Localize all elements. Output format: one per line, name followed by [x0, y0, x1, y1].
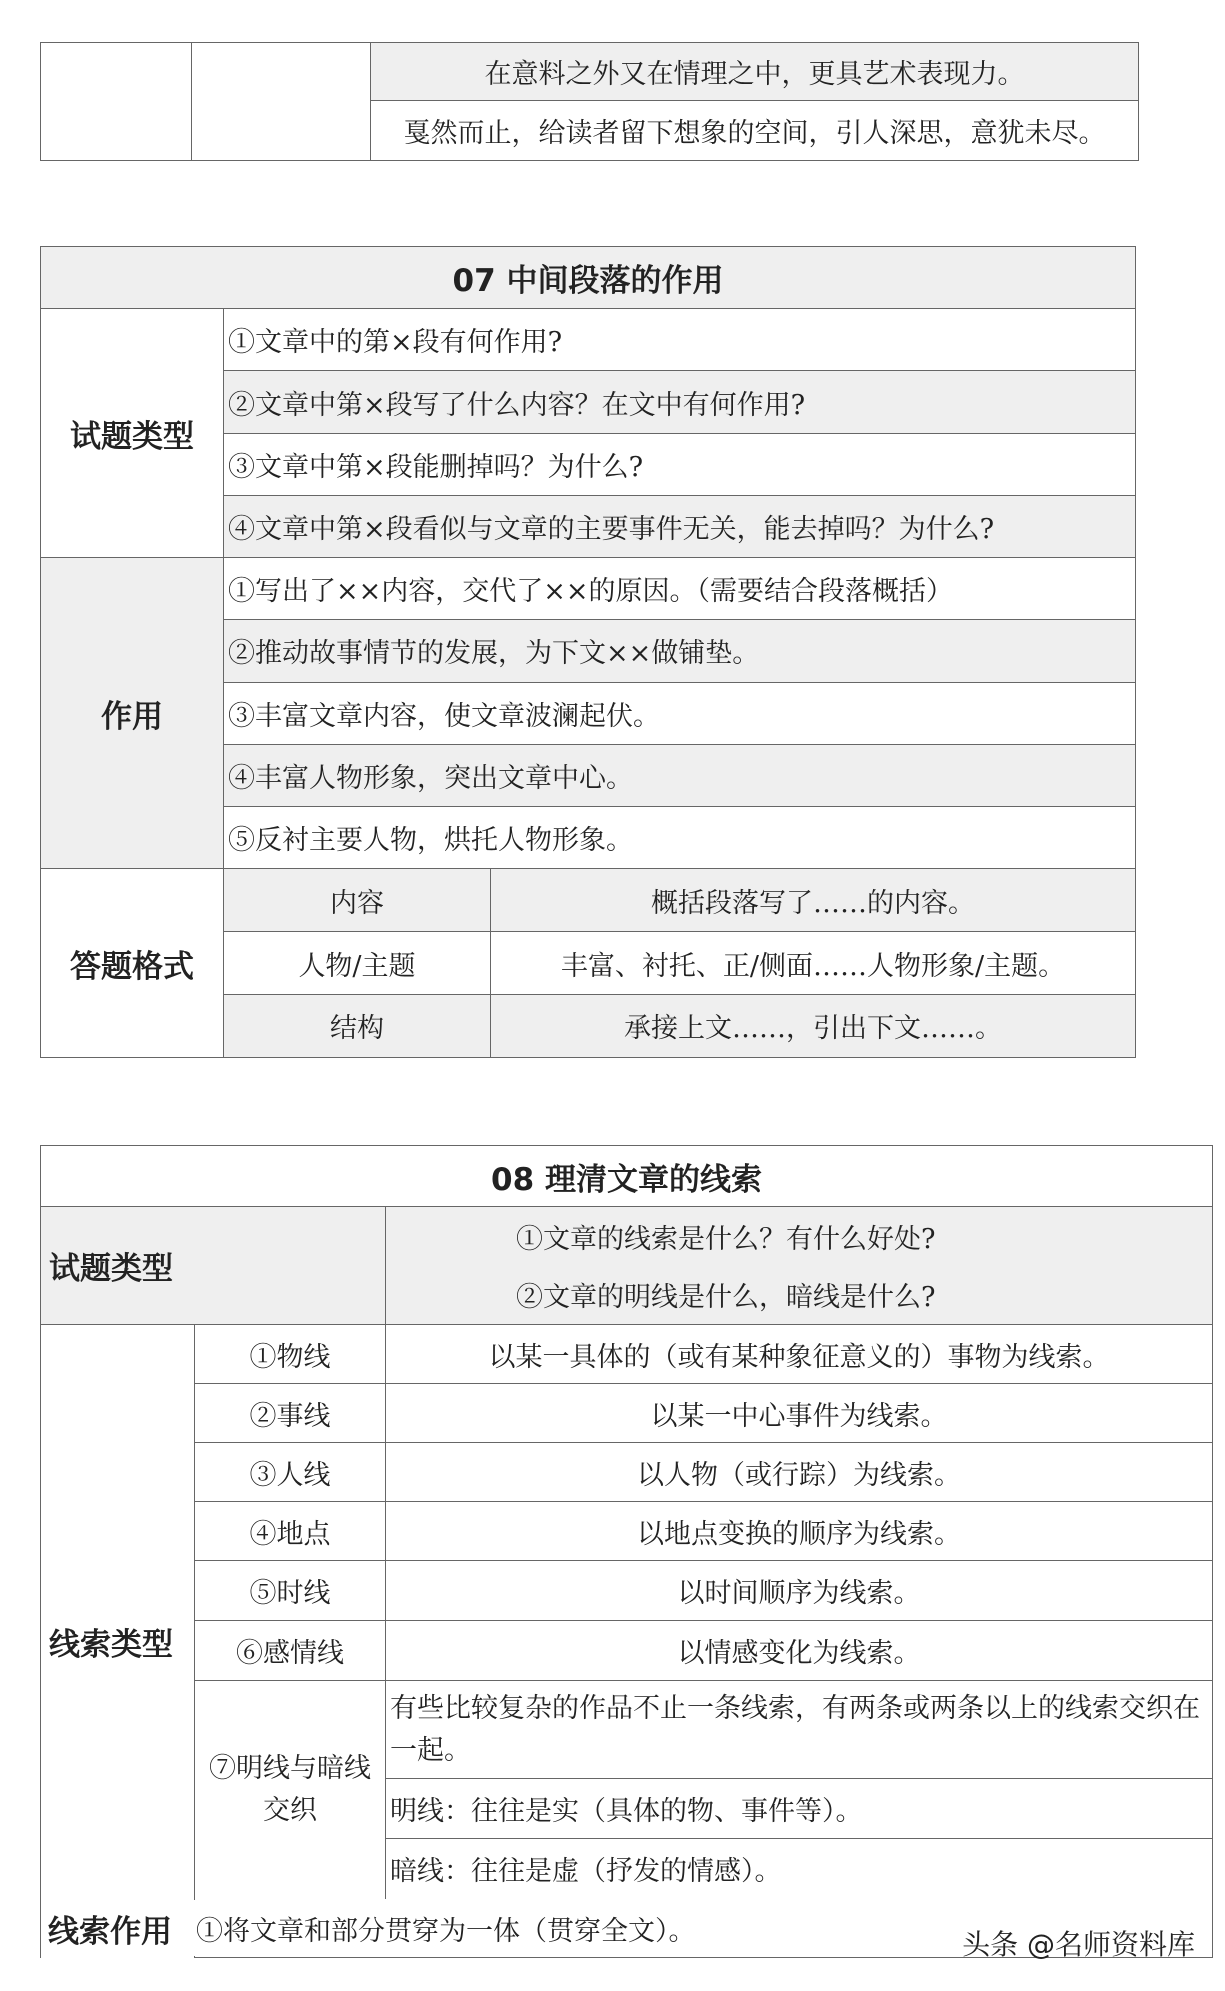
function-item: ②推动故事情节的发展，为下文××做铺垫。	[224, 620, 1136, 682]
mixed-clue-label	[195, 1681, 386, 1899]
answer-value: 丰富、衬托、正/侧面……人物形象/主题。	[491, 932, 1136, 994]
answer-key: 人物/主题	[224, 932, 491, 994]
function-item: ①写出了××内容，交代了××的原因。（需要结合段落概括）	[224, 558, 1136, 620]
clue-type-key: ⑥感情线	[195, 1621, 386, 1681]
mixed-clue-text: 有些比较复杂的作品不止一条线索，有两条或两条以上的线索交织在一起。	[386, 1681, 1213, 1779]
question-item: ②文章的明线是什么，暗线是什么?	[386, 1266, 1213, 1325]
clue-type-value: 以情感变化为线索。	[386, 1621, 1213, 1681]
clue-type-value: 以地点变换的顺序为线索。	[386, 1502, 1213, 1561]
mixed-clue-label-line: 交织	[263, 1794, 317, 1826]
clue-type-value: 以人物（或行踪）为线索。	[386, 1443, 1213, 1502]
clue-type-value: 以时间顺序为线索。	[386, 1561, 1213, 1621]
function-item: ③丰富文章内容，使文章波澜起伏。	[224, 682, 1136, 744]
question-item: ①文章的线索是什么？有什么好处?	[386, 1207, 1213, 1266]
answer-value: 承接上文……，引出下文……。	[491, 994, 1136, 1057]
answer-format-label: 答题格式	[41, 869, 224, 1058]
mixed-clue-text: 暗线：往往是虚（抒发的情感）。	[386, 1839, 1213, 1899]
clue-type-key: ③人线	[195, 1443, 386, 1502]
clue-type-value: 以某一具体的（或有某种象征意义的）事物为线索。	[386, 1325, 1213, 1384]
clue-type-value: 以某一中心事件为线索。	[386, 1384, 1213, 1443]
question-item: ②文章中第×段写了什么内容？在文中有何作用?	[224, 371, 1136, 433]
answer-key: 结构	[224, 994, 491, 1057]
answer-key: 内容	[224, 869, 491, 932]
clue-effect-item: ①将文章和部分贯穿为一体（贯穿全文）。	[196, 1915, 696, 1947]
table-row: 在意料之外又在情理之中，更具艺术表现力。	[371, 43, 1139, 101]
section-title: 08 理清文章的线索	[41, 1146, 1213, 1207]
function-item: ④丰富人物形象，突出文章中心。	[224, 744, 1136, 806]
table-row: 戛然而止，给读者留下想象的空间，引人深思，意犹未尽。	[371, 101, 1139, 161]
question-item: ④文章中第×段看似与文章的主要事件无关，能去掉吗？为什么?	[224, 495, 1136, 557]
clue-type-key: ⑤时线	[195, 1561, 386, 1621]
mixed-clue-label-line: ⑦明线与暗线	[209, 1752, 371, 1784]
clue-type-key: ②事线	[195, 1384, 386, 1443]
clue-effect-label: 线索作用	[48, 1913, 172, 1950]
mixed-clue-text: 明线：往往是实（具体的物、事件等）。	[386, 1779, 1213, 1839]
section-08-table	[40, 1145, 1213, 1958]
question-item: ③文章中第×段能删掉吗？为什么?	[224, 433, 1136, 495]
clue-type-key: ①物线	[195, 1325, 386, 1384]
table-continued	[40, 42, 1139, 161]
section-07-table	[40, 246, 1136, 1058]
clue-type-key: ④地点	[195, 1502, 386, 1561]
section-title: 07 中间段落的作用	[41, 247, 1136, 309]
clue-type-label: 线索类型	[41, 1325, 195, 1958]
empty-cell	[41, 43, 192, 161]
question-type-label: 试题类型	[41, 309, 224, 558]
function-item: ⑤反衬主要人物，烘托人物形象。	[224, 806, 1136, 868]
function-label: 作用	[41, 558, 224, 869]
answer-value: 概括段落写了……的内容。	[491, 869, 1136, 932]
empty-cell	[192, 43, 371, 161]
watermark: 头条 @名师资料库	[962, 1928, 1195, 1961]
question-item: ①文章中的第×段有何作用?	[224, 309, 1136, 371]
question-type-label: 试题类型	[41, 1207, 386, 1325]
